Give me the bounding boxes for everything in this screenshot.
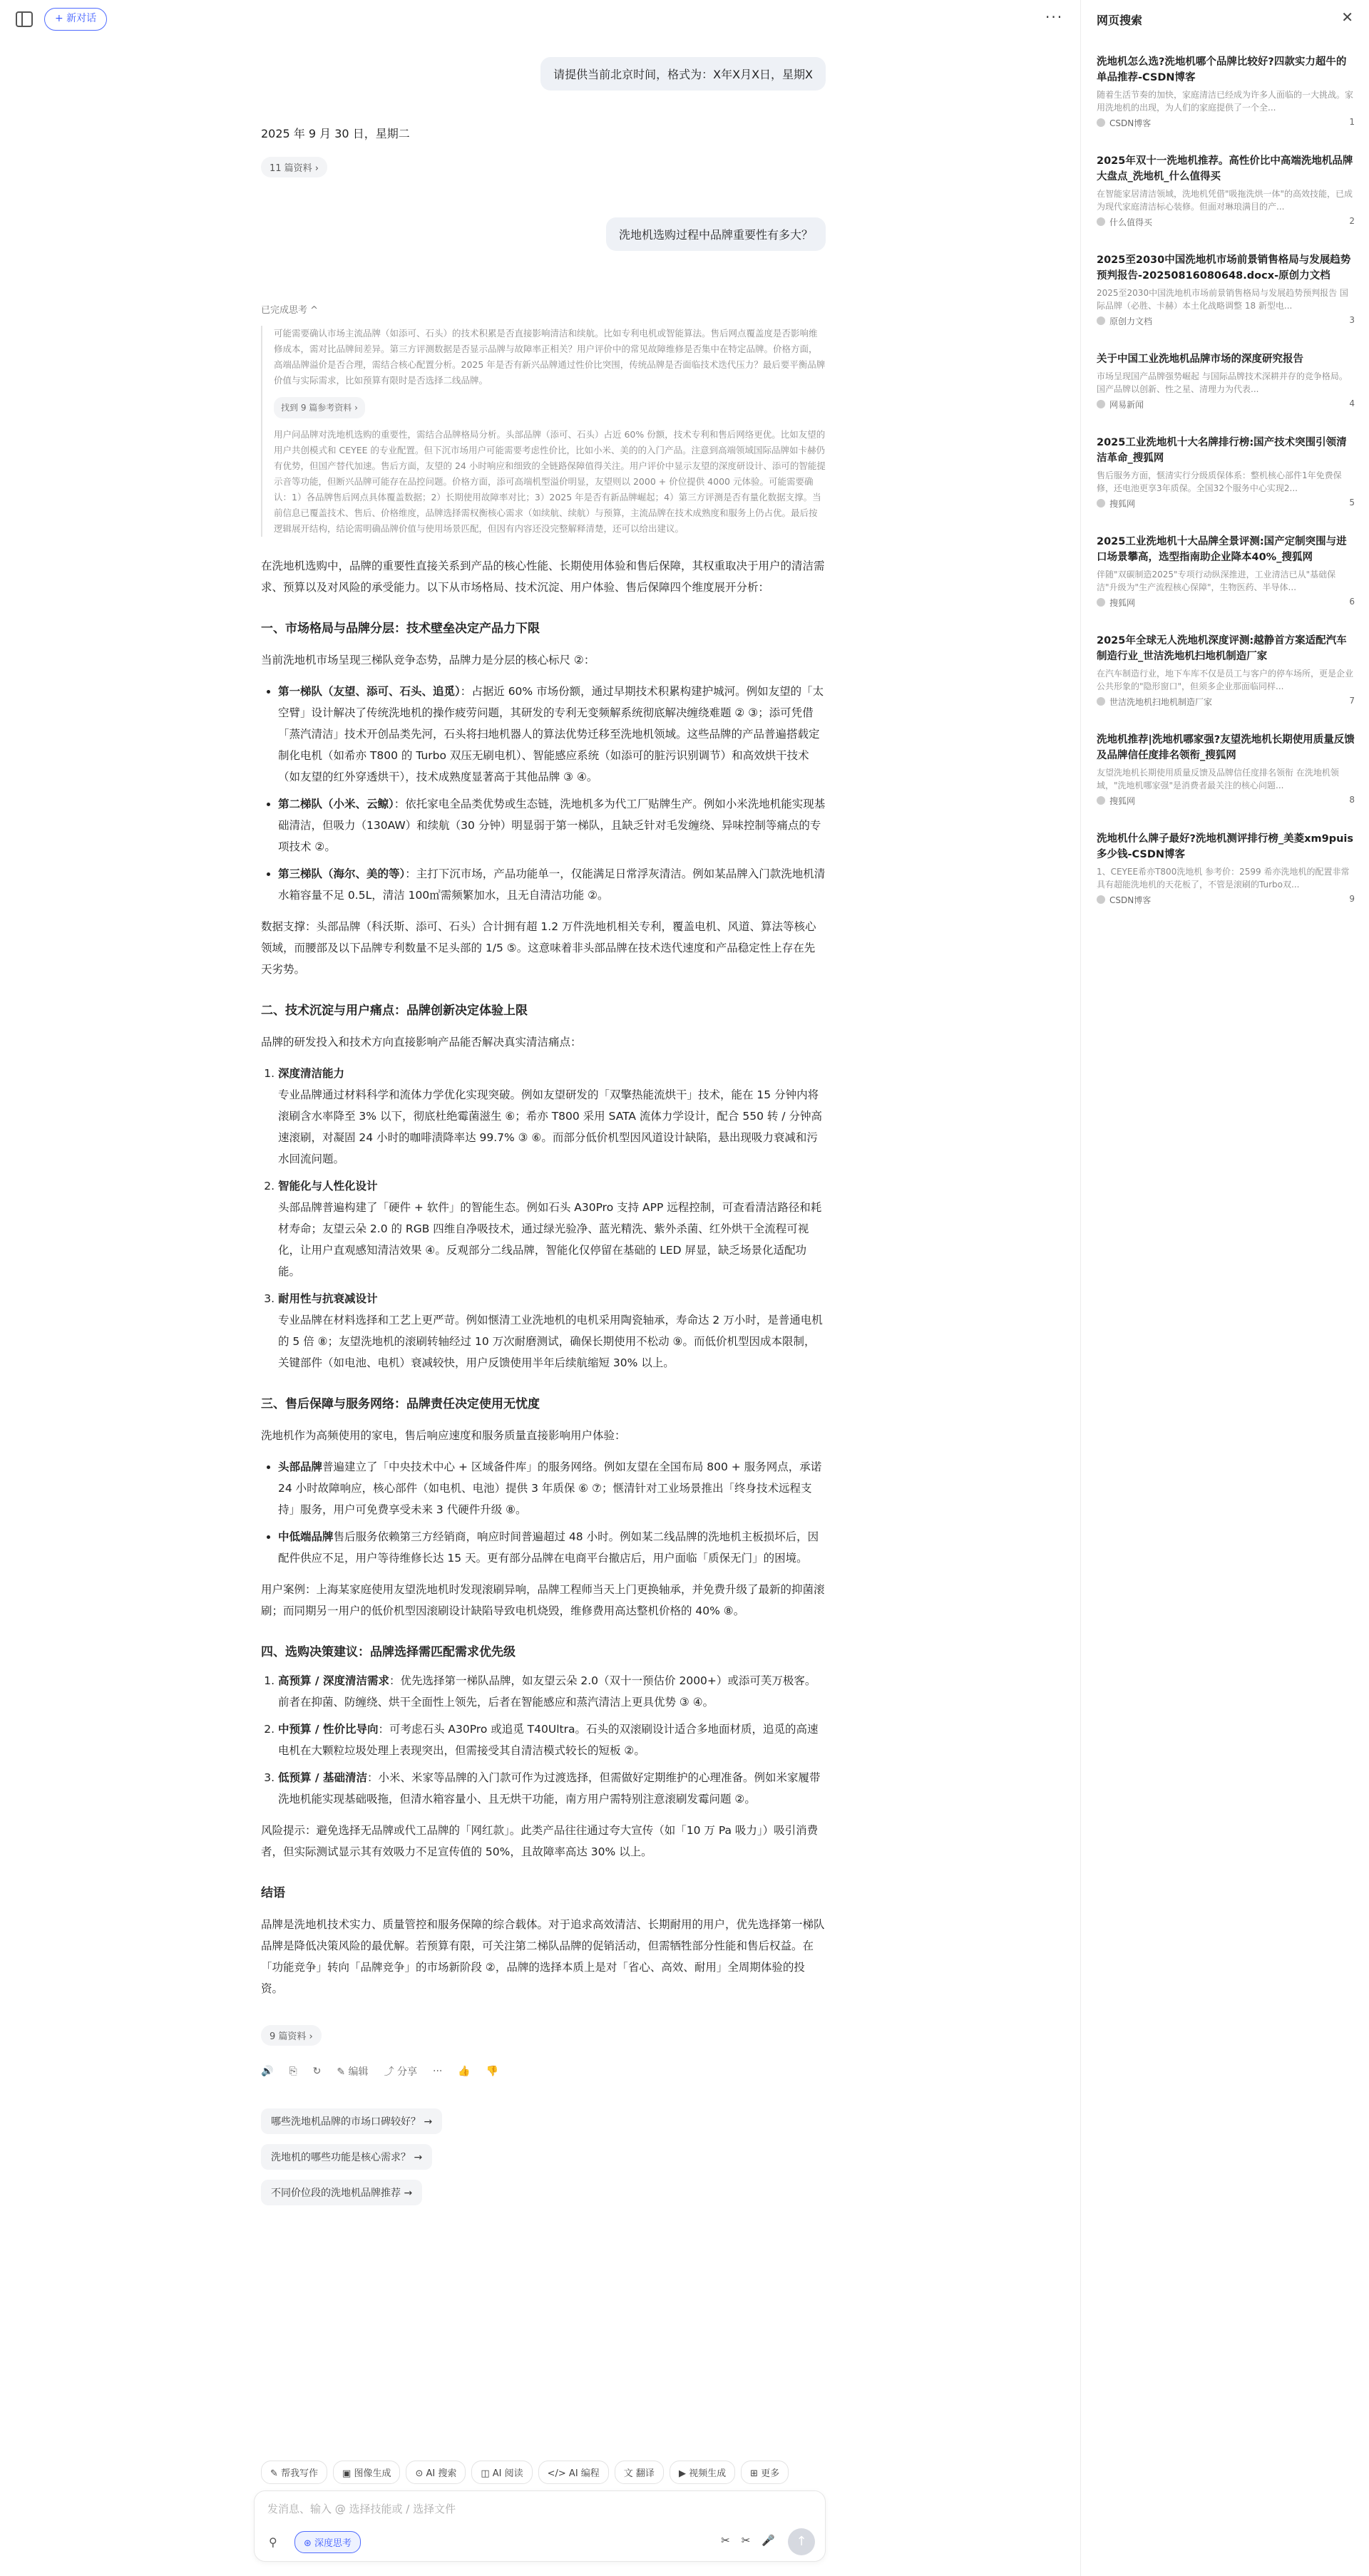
suggested-question-2[interactable]: 洗地机的哪些功能是核心需求？ → <box>261 2144 432 2170</box>
search-result[interactable] <box>1097 435 1355 510</box>
suggested-question-3[interactable]: 不同价位段的洗地机品牌推荐 → <box>261 2180 422 2205</box>
tool-video-gen[interactable]: ▶ 视频生成 <box>670 2461 735 2484</box>
result-title[interactable]: 2025年双十一洗地机推荐。高性价比中高端洗地机品牌大盘点_洗地机_什么值得买 <box>1097 155 1353 182</box>
result-title[interactable]: 关于中国工业洗地机品牌市场的深度研究报告 <box>1097 354 1303 365</box>
result-snippet: 市场呈现国产品牌强势崛起 与国际品牌技术深耕并存的竞争格局。国产品牌以创新、性之星、清理力为代表... <box>1097 371 1348 394</box>
section-3-intro: 洗地机作为高频使用的家电，售后响应速度和服务质量直接影响用户体验： <box>261 1429 626 1442</box>
result-index: 3 <box>1349 315 1355 325</box>
section-1-intro: 当前洗地机市场呈现三梯队竞争态势，品牌力是分层的核心标尺 ②： <box>261 654 595 666</box>
section-3-case: 用户案例：上海某家庭使用友望洗地机时发现滚刷异响，品牌工程师当天上门更换轴承，并免费升级了最新的抑菌滚刷；而同期另一用户的低价机型因滚刷设计缺陷导致电机烧毁，维修费用高达整机价格的 40% ⑧。 <box>261 1583 825 1617</box>
source-icon <box>1097 598 1105 607</box>
result-snippet: 伴随"双碳制造2025"专项行动纵深推进，工业清洁已从"基础保洁"升级为"生产流程核心保障"，生物医药、半导体... <box>1097 570 1336 592</box>
references-chip-2[interactable]: 9 篇资料 › <box>261 2025 322 2046</box>
result-source: 原创力文档 3 <box>1097 315 1355 327</box>
panel-title: 网页搜索 <box>1097 14 1143 27</box>
result-source: 搜狐网 6 <box>1097 597 1355 609</box>
attach-icon[interactable]: ⚲ <box>269 2535 277 2549</box>
assistant-answer-2 <box>261 555 826 1999</box>
section-4-list <box>261 1670 826 1810</box>
screenshot-icon[interactable]: ✂ <box>721 2534 730 2547</box>
source-icon <box>1097 118 1105 127</box>
result-snippet: 在汽车制造行业，地下车库不仅是员工与客户的停车场所，更是企业公共形象的"隐形窗口"，但须多企业那面临同样... <box>1097 669 1354 691</box>
result-source: 网易新闻 4 <box>1097 398 1355 411</box>
source-icon <box>1097 796 1105 805</box>
thinking-paragraph-1: 可能需要确认市场主流品牌（如添可、石头）的技术积累是否直接影响清洁和续航。比如专利电机或智能算法。售后网点覆盖度是否影响维修成本，需对比品牌间差异。第三方评测数据是否显示品牌与故障率正相关？用户评价中的常见故障维修是否集中在特定品牌。价格方面，高端品牌溢价是否合理，需结合核心配置分析。2025 年是否有新兴品牌通过性价比突围，传统品牌是否面临技术迭代压力？最后要平衡品牌价值与实际需求，比如预算有限时是否选择二线品牌。 <box>274 328 826 386</box>
sidebar-toggle-icon[interactable] <box>16 11 33 27</box>
assistant-answer-1: 2025 年 9 月 30 日，星期二 <box>261 127 410 140</box>
result-title[interactable]: 2025年全球无人洗地机深度评测:越静首方案适配汽车制造行业_世洁洗地机扫地机制造厂家 <box>1097 635 1347 662</box>
send-button[interactable]: ↑ <box>788 2528 815 2555</box>
conversation <box>261 57 826 2205</box>
result-source: CSDN博客 1 <box>1097 117 1355 129</box>
search-results <box>1097 54 1355 930</box>
thinking-references-chip[interactable]: 找到 9 篇参考资料 › <box>274 397 365 418</box>
search-result[interactable] <box>1097 153 1355 228</box>
tool-ai-search[interactable]: ⊙ AI 搜索 <box>406 2461 466 2484</box>
search-result[interactable] <box>1097 831 1355 906</box>
user-message-2: 洗地机选购过程中品牌重要性有多大？ <box>606 217 826 251</box>
message-input[interactable]: 发消息、输入 @ 选择技能或 / 选择文件 <box>267 2503 456 2515</box>
thumbs-down-icon[interactable]: 👎 <box>486 2066 499 2077</box>
answer-intro: 在洗地机选购中，品牌的重要性直接关系到产品的核心性能、长期使用体验和售后保障，其权重取决于用户的清洁需求、预算以及对风险的承受能力。以下从市场格局、技术沉淀、用户体验、售后保障四个维度展开分析： <box>261 560 825 594</box>
tool-ai-read[interactable]: ◫ AI 阅读 <box>471 2461 532 2484</box>
list-item: • 中低端品牌售后服务依赖第三方经销商，响应时间普遍超过 48 小时。例如某二线品牌的洗地机主板损坏后，因配件供应不足，用户等待维修长达 15 天。更有部分品牌在电商平台撤店后，用户面临「质保无门」的困境。 <box>278 1526 826 1569</box>
result-index: 5 <box>1349 498 1355 508</box>
message-actions <box>261 2064 826 2078</box>
section-4-title: 四、选购决策建议：品牌选择需匹配需求优先级 <box>261 1645 516 1659</box>
section-2-intro: 品牌的研发投入和技术方向直接影响产品能否解决真实清洁痛点： <box>261 1036 582 1049</box>
list-item: 1. 高预算 / 深度清洁需求：优先选择第一梯队品牌，如友望云朵 2.0（双十一预估价 2000+）或添可芙万极客。前者在抑菌、防缠绕、烘干全面性上领先，后者在智能感应和蒸汽清洁上更具优势 ③ ④。 <box>278 1670 826 1713</box>
result-index: 7 <box>1349 696 1355 706</box>
section-1-title: 一、市场格局与品牌分层：技术壁垒决定产品力下限 <box>261 622 540 636</box>
list-item: 3. 耐用性与抗衰减设计 专业品牌在材料选择和工艺上更严苛。例如惬清工业洗地机的电机采用陶瓷轴承，寿命达 2 万小时，是普通电机的 5 倍 ⑧；友望洗地机的滚刷转轴经过 10 万次耐磨测试，确保长期使用不松动 ⑨。而低价机型因成本限制，关键部件（如电池、电机）衰减较快，用户反馈使用半年后续航缩短 30% 以上。 <box>278 1288 826 1374</box>
tool-ai-code[interactable]: </> AI 编程 <box>538 2461 609 2484</box>
search-result[interactable] <box>1097 252 1355 327</box>
scissors-icon[interactable]: ✂ <box>741 2534 751 2547</box>
search-result[interactable] <box>1097 534 1355 609</box>
source-icon <box>1097 499 1105 508</box>
search-result[interactable] <box>1097 54 1355 129</box>
search-result[interactable] <box>1097 633 1355 708</box>
section-1-list <box>261 681 826 906</box>
search-result[interactable] <box>1097 351 1355 411</box>
result-snippet: 随着生活节奏的加快，家庭清洁已经成为许多人面临的一大挑战。家用洗地机的出现，为人们的家庭提供了一个全... <box>1097 90 1354 113</box>
list-item: 1. 深度清洁能力 专业品牌通过材料科学和流体力学优化实现突破。例如友望研发的「双擎热能流烘干」技术，能在 15 分钟内将滚刷含水率降至 3% 以下，彻底杜绝霉菌滋生 ⑥；希亦 T800 采用 SATA 流体力学设计，配合 550 转 / 分钟高速滚刷，对凝固 24 小时的咖啡渍降率达 99.7% ③ ⑥。而部分低价机型因风道设计缺陷，悬出现吸力衰减和污水回流问题。 <box>278 1063 826 1170</box>
thinking-content <box>261 326 826 537</box>
tool-image-gen[interactable]: ▣ 图像生成 <box>333 2461 400 2484</box>
list-item: • 第一梯队（友望、添可、石头、追觅）：占据近 60% 市场份额，通过早期技术积累构建护城河。例如友望的「太空臂」设计解决了传统洗地机的操作疲劳问题，其研发的专利无变频解系统彻底解决缠绕难题 ② ③；添可凭借「蒸汽清洁」技术开创品类先河，石头将扫地机器人的算法优势迁移至洗地机领域。这些品牌的产品普遍搭载定制化电机（如希亦 T800 的 Turbo 双压无刷电机）、智能感应系统（如添可的脏污识别调节）和高效烘干技术（如友望的红外穿透烘干），技术成熟度显著高于其他品牌 ③ ④。 <box>278 681 826 788</box>
source-icon <box>1097 895 1105 904</box>
result-title[interactable]: 2025工业洗地机十大品牌全景评测:国产定制突围与进口场景攀高，选型指南助企业降本40%_搜狐网 <box>1097 536 1347 563</box>
result-title[interactable]: 洗地机推荐|洗地机哪家强?友望洗地机长期使用质量反馈及品牌信任度排名领衔_搜狐网 <box>1097 734 1355 761</box>
source-icon <box>1097 217 1105 226</box>
result-index: 4 <box>1349 398 1355 408</box>
composer-icons <box>721 2534 775 2547</box>
list-item: • 第二梯队（小米、云鲸）：依托家电全品类优势或生态链，洗地机多为代工厂贴牌生产。例如小米洗地机能实现基础清洁，但吸力（130AW）和续航（30 分钟）明显弱于第一梯队，且缺乏针对毛发缠绕、异味控制等痛点的专项技术 ②。 <box>278 793 826 857</box>
result-snippet: 在智能家居清洁领域，洗地机凭借"吸拖洗烘一体"的高效技能，已成为现代家庭清洁标心装修。但面对琳琅满目的产... <box>1097 189 1353 212</box>
web-search-panel <box>1080 0 1369 2576</box>
user-message-1: 请提供当前北京时间，格式为：X年X月X日，星期X <box>540 57 826 91</box>
result-title[interactable]: 2025至2030中国洗地机市场前景销售格局与发展趋势预判报告-20250816080648.docx-原创力文档 <box>1097 254 1351 282</box>
result-source: 搜狐网 5 <box>1097 498 1355 510</box>
list-item: 2. 智能化与人性化设计 头部品牌普遍构建了「硬件 + 软件」的智能生态。例如石头 A30Pro 支持 APP 远程控制，可查看清洁路径和耗材寿命；友望云朵 2.0 的 RGB 四维自净吸技术，通过绿光验净、蓝光精洗、紫外杀菌、红外烘干全流程可视化，让用户直观感知清洁效果 ④。反观部分二线品牌，智能化仅停留在基础的 LED 屏显，缺乏场景化适配功能。 <box>278 1175 826 1282</box>
result-title[interactable]: 2025工业洗地机十大名牌排行榜:国产技术突围引领清洁革命_搜狐网 <box>1097 437 1347 464</box>
message-composer <box>254 2490 826 2562</box>
list-item: 2. 中预算 / 性价比导向：可考虑石头 A30Pro 或追觅 T40Ultra。石头的双滚刷设计适合多地面材质，追觅的高速电机在大颗粒垃圾处理上表现突出，但需接受其自清洁模式较长的短板 ②。 <box>278 1719 826 1761</box>
conclusion-text: 品牌是洗地机技术实力、质量管控和服务保障的综合载体。对于追求高效清洁、长期耐用的用户，优先选择第一梯队品牌是降低决策风险的最优解。若预算有限，可关注第二梯队品牌的促销活动，但需牺牲部分性能和售后权益。在「功能竞争」转向「品牌竞争」的市场新阶段 ②，品牌的选择本质上是对「省心、高效、耐用」全周期体验的投资。 <box>261 1918 825 1995</box>
list-item: 3. 低预算 / 基础清洁：小米、米家等品牌的入门款可作为过渡选择，但需做好定期维护的心理准备。例如米家履带洗地机能实现基础吸拖，但清水箱容量小、且无烘干功能，南方用户需特别注意滚刷发霉问题 ②。 <box>278 1767 826 1810</box>
new-chat-button[interactable]: + 新对话 <box>44 8 107 31</box>
source-icon <box>1097 400 1105 408</box>
result-index: 6 <box>1349 597 1355 607</box>
tool-writing[interactable]: ✎ 帮我写作 <box>261 2461 327 2484</box>
list-item: • 头部品牌普遍建立了「中央技术中心 + 区域备件库」的服务网络。例如友望在全国布局 800 + 服务网点，承诺 24 小时故障响应，核心部件（如电机、电池）提供 3 年质保 ⑥ ⑦；惬清针对工业场景推出「终身技术远程支持」服务，用户可免费享受未来 3 代硬件升级 ⑧。 <box>278 1456 826 1520</box>
result-snippet: 2025至2030中国洗地机市场前景销售格局与发展趋势预判报告 国际品牌（必胜、卡赫）本土化战略调整 18 新型电... <box>1097 288 1348 311</box>
references-chip-1[interactable]: 11 篇资料 › <box>261 157 327 177</box>
deep-think-toggle[interactable]: ⊛ 深度思考 <box>294 2531 361 2553</box>
thumbs-up-icon[interactable]: 👍 <box>458 2066 471 2077</box>
result-index: 2 <box>1349 216 1355 226</box>
result-index: 8 <box>1349 795 1355 805</box>
copy-icon[interactable]: ⎘ <box>289 2066 297 2077</box>
top-bar <box>0 0 1080 40</box>
search-result[interactable] <box>1097 732 1355 807</box>
section-3-list <box>261 1456 826 1569</box>
thinking-toggle[interactable]: 已完成思考 ^ <box>261 305 319 316</box>
result-title[interactable]: 洗地机什么牌子最好?洗地机测评排行榜_美菱xm9puis多少钱-CSDN博客 <box>1097 833 1354 860</box>
tool-translate[interactable]: 文 翻译 <box>615 2461 664 2484</box>
result-source: 搜狐网 8 <box>1097 795 1355 807</box>
list-item: • 第三梯队（海尔、美的等）：主打下沉市场，产品功能单一，仅能满足日常浮灰清洁。例如某品牌入门款洗地机清水箱容量不足 0.5L，清洁 100㎡需频繁加水，且无自清洁功能 ②。 <box>278 863 826 906</box>
result-title[interactable]: 洗地机怎么选?洗地机哪个品牌比较好?四款实力超牛的单品推荐-CSDN博客 <box>1097 56 1347 83</box>
risk-tip: 风险提示：避免选择无品牌或代工品牌的「网红款」。此类产品往往通过夸大宣传（如「10 万 Pa 吸力」）吸引消费者，但实际测试显示其有效吸力不足宣传值的 50%，且故障率高达 30% 以上。 <box>261 1824 819 1858</box>
result-source: CSDN博客 9 <box>1097 894 1355 906</box>
read-aloud-icon[interactable]: 🔊 <box>261 2066 274 2077</box>
conclusion-title: 结语 <box>261 1886 285 1900</box>
source-icon <box>1097 316 1105 325</box>
share-button[interactable]: ⤴ 分享 <box>384 2066 418 2078</box>
source-icon <box>1097 697 1105 706</box>
tool-more[interactable]: ⊞ 更多 <box>741 2461 789 2484</box>
result-snippet: 售后服务方面，惬清实行分级质保体系：整机核心部件1年免费保修，还电池更享3年质保。全国32个服务中心实现2... <box>1097 470 1342 493</box>
suggested-question-1[interactable]: 哪些洗地机品牌的市场口碑较好？ → <box>261 2108 442 2134</box>
section-2-title: 二、技术沉淀与用户痛点：品牌创新决定体验上限 <box>261 1004 528 1018</box>
more-options-icon[interactable]: ··· <box>1045 9 1064 26</box>
skill-toolbar <box>261 2461 789 2484</box>
more-actions-icon[interactable]: ··· <box>433 2066 443 2077</box>
close-icon[interactable]: ✕ <box>1341 9 1353 26</box>
microphone-icon[interactable]: 🎤 <box>762 2534 775 2547</box>
result-source: 什么值得买 2 <box>1097 216 1355 228</box>
section-1-data: 数据支撑：头部品牌（科沃斯、添可、石头）合计拥有超 1.2 万件洗地机相关专利，覆盖电机、风道、算法等核心领域，而腰部及以下品牌专利数量不足头部的 1/5 ⑤。这意味着非头部品牌在技术迭代速度和产品稳定性上存在先天劣势。 <box>261 920 816 976</box>
regenerate-icon[interactable]: ↻ <box>312 2066 322 2077</box>
thinking-paragraph-2: 用户问品牌对洗地机选购的重要性，需结合品牌格局分析。头部品牌（添可、石头）占近 60% 份额，技术专利和售后网络更优。比如友望的用户共创模式和 CEYEE 的专业配置。但下沉市场用户可能需要考虑性价比，比如小米、美的的入门产品。注意到高端领域国际品牌如卡赫仍有优势，但国产替代加速。售后方面，友望的 24 小时响应和细致的全链路保障值得关注。用户评价中显示友望的深度研设计、添可的智能提示音等功能，但断兴品牌可能存在品控问题。价格方面，添可高端机型溢价明显，友望则以 2000 + 价位提供 4000 元体验。可能需要确认：1）各品牌售后网点具体覆盖数据；2）长期使用故障率对比；3）2025 年是否有新品牌崛起；4）第三方评测是否有量化数据支撑。当前信息已覆盖技术、售后、价格维度，品牌选择需权衡核心需求（如续航、续航）与预算，主流品牌在技术成熟度和服务上仍占优。最后按逻辑展开结构，结论需明确品牌价值与使用场景匹配，但因有内容还没完整解释清楚，还可以给出建议。 <box>274 429 826 534</box>
section-2-list <box>261 1063 826 1374</box>
result-snippet: 友望洗地机长期使用质量反馈及品牌信任度排名领衔 在洗地机领域，"洗地机哪家强"是消费者最关注的核心问题... <box>1097 768 1339 790</box>
result-source: 世洁洗地机扫地机制造厂家 7 <box>1097 696 1355 708</box>
section-3-title: 三、售后保障与服务网络：品牌责任决定使用无忧度 <box>261 1397 540 1411</box>
edit-button[interactable]: ✎ 编辑 <box>337 2066 369 2078</box>
result-index: 9 <box>1349 894 1355 904</box>
result-snippet: 1、CEYEE希亦T800洗地机 参考价：2599 希亦洗地机的配置非常具有超能洗地机的天花板了，不管是滚刷的Turbo双... <box>1097 867 1350 890</box>
result-index: 1 <box>1349 117 1355 127</box>
